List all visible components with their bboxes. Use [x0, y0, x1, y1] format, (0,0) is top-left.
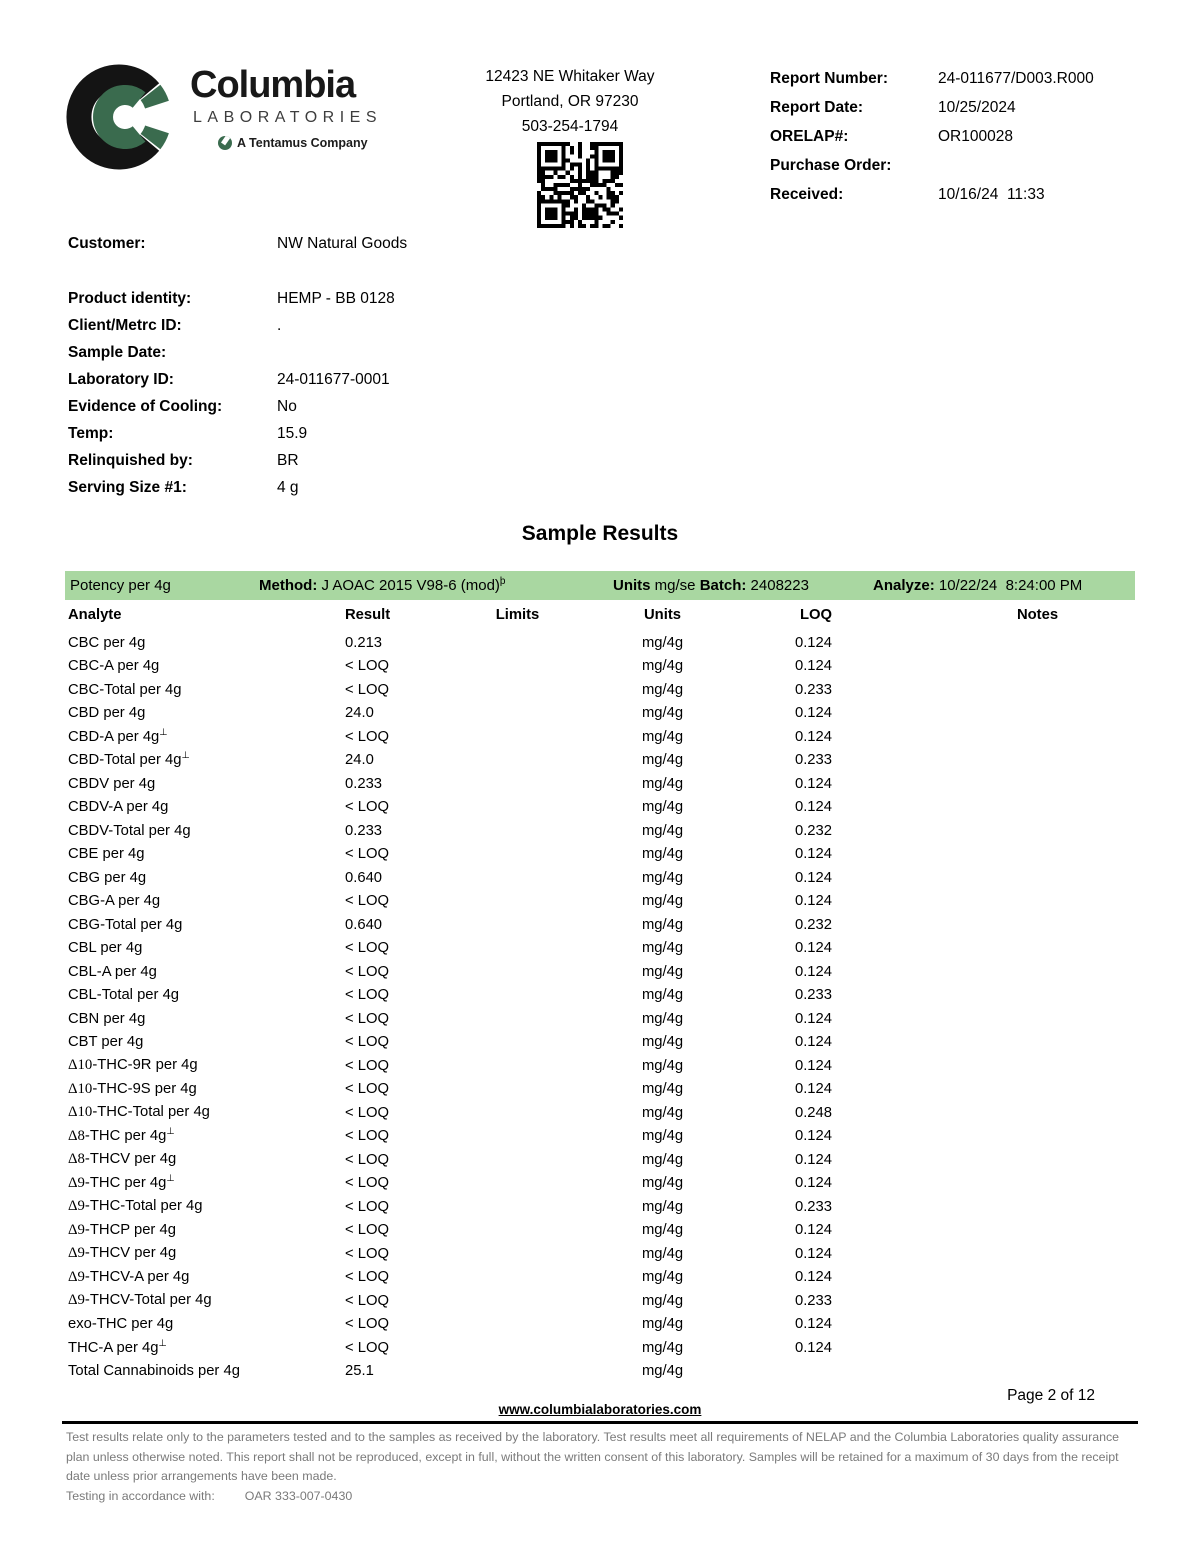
units-value: mg/4g [641, 705, 684, 722]
info-label: Sample Date: [68, 343, 167, 361]
units-value: mg/4g [641, 1222, 684, 1239]
analyte-name: CBT per 4g [68, 1034, 144, 1051]
table-row [65, 749, 1135, 773]
result-value: < LOQ [345, 1175, 390, 1192]
table-row [65, 960, 1135, 984]
info-label: Temp: [68, 424, 114, 442]
table-row [65, 984, 1135, 1008]
units-value: mg/4g [641, 869, 684, 886]
info-label: Report Number: [770, 69, 888, 87]
units-value: mg/4g [641, 1245, 684, 1262]
loq-value: 0.124 [794, 1245, 832, 1262]
table-row [65, 1078, 1135, 1102]
table-row [65, 1195, 1135, 1219]
analyze-label: Analyze: [873, 577, 935, 594]
analyte-name: CBDV per 4g [68, 775, 156, 792]
analyte-name: CBD per 4g [68, 705, 146, 722]
result-value: 24.0 [345, 752, 374, 769]
result-value: 0.640 [345, 916, 383, 933]
result-value: 0.233 [345, 775, 383, 792]
table-row [65, 655, 1135, 679]
loq-value: 0.233 [794, 1198, 832, 1215]
brand-name: Columbia [190, 64, 356, 106]
table-row [65, 937, 1135, 961]
info-row [68, 447, 407, 474]
analyte-name: Δ9-THC per 4g⊥ [68, 1172, 175, 1191]
loq-value: 0.124 [794, 963, 832, 980]
info-label: Purchase Order: [770, 156, 892, 174]
loq-value: 0.233 [794, 987, 832, 1004]
info-label: Evidence of Cooling: [68, 397, 223, 415]
analyte-name: CBE per 4g [68, 846, 145, 863]
batch-value: 2408223 [750, 577, 809, 594]
info-row [770, 93, 1140, 122]
qr-code [537, 142, 623, 228]
analyte-name: CBG-A per 4g [68, 893, 161, 910]
table-row [65, 1125, 1135, 1149]
result-value: < LOQ [345, 1128, 390, 1145]
table-row [65, 866, 1135, 890]
units-value: mg/4g [641, 893, 684, 910]
loq-value: 0.124 [794, 1057, 832, 1074]
result-value: < LOQ [345, 1245, 390, 1262]
units-value: mg/4g [641, 634, 684, 651]
analyte-name: CBD-A per 4g⊥ [68, 726, 168, 745]
units-value: mg/4g [641, 1363, 684, 1380]
units-value: mg/4g [641, 728, 684, 745]
info-row [68, 312, 407, 339]
info-row [68, 393, 407, 420]
analyte-name: CBD-Total per 4g⊥ [68, 750, 190, 769]
units-value: mg/4g [641, 752, 684, 769]
info-label: Product identity: [68, 289, 192, 307]
table-row [65, 1289, 1135, 1313]
table-row [65, 702, 1135, 726]
loq-value: 0.233 [794, 1292, 832, 1309]
analyte-name: CBG-Total per 4g [68, 916, 183, 933]
result-value: < LOQ [345, 1316, 390, 1333]
analyte-name: exo-THC per 4g [68, 1316, 174, 1333]
column-header-analyte: Analyte [68, 607, 122, 623]
accordance-value: OAR 333-007-0430 [244, 1488, 353, 1503]
loq-value: 0.124 [794, 1175, 832, 1192]
loq-value: 0.124 [794, 869, 832, 886]
result-value: < LOQ [345, 1292, 390, 1309]
footer-divider [62, 1421, 1138, 1424]
loq-value: 0.124 [794, 1269, 832, 1286]
columbia-logo [62, 56, 382, 178]
brand-sub: LABORATORIES [193, 109, 382, 126]
units-value: mg/4g [641, 681, 684, 698]
info-label: Report Date: [770, 98, 864, 116]
loq-value: 0.124 [794, 1010, 832, 1027]
analyte-name: Δ9-THCV-A per 4g [68, 1268, 190, 1285]
column-header-loq: LOQ [799, 607, 832, 623]
table-row [65, 913, 1135, 937]
units-value: mg/4g [641, 658, 684, 675]
panel-analyze [873, 571, 1082, 600]
analyte-name: CBDV-A per 4g [68, 799, 169, 816]
analyte-name: Δ10-THC-Total per 4g [68, 1104, 210, 1121]
info-row [770, 180, 1140, 209]
table-row [65, 1172, 1135, 1196]
info-label: Received: [770, 185, 844, 203]
result-value: < LOQ [345, 1081, 390, 1098]
units-value: mg/4g [641, 1034, 684, 1051]
analyte-name: CBC-Total per 4g [68, 681, 182, 698]
info-value: 15.9 [277, 424, 308, 442]
result-value: < LOQ [345, 893, 390, 910]
result-value: 25.1 [345, 1363, 374, 1380]
method-superscript: þ [499, 576, 506, 587]
loq-value: 0.248 [794, 1104, 832, 1121]
info-label: Relinquished by: [68, 451, 193, 469]
units-value: mg/4g [641, 1128, 684, 1145]
table-row [65, 1054, 1135, 1078]
table-row [65, 1242, 1135, 1266]
panel-units-batch [613, 571, 809, 600]
units-value: mg/4g [641, 1292, 684, 1309]
address-line2: Portland, OR 97230 [501, 93, 639, 110]
units-value: mg/4g [641, 987, 684, 1004]
loq-value: 0.124 [794, 634, 832, 651]
loq-value: 0.124 [794, 940, 832, 957]
loq-value: 0.233 [794, 681, 832, 698]
units-value: mg/4g [641, 1175, 684, 1192]
table-row [65, 678, 1135, 702]
info-value: No [277, 397, 297, 415]
analyte-name: CBC per 4g [68, 634, 146, 651]
loq-value: 0.124 [794, 1034, 832, 1051]
result-value: < LOQ [345, 846, 390, 863]
table-row [65, 631, 1135, 655]
address-line1: 12423 NE Whitaker Way [485, 68, 655, 85]
result-value: < LOQ [345, 940, 390, 957]
result-value: < LOQ [345, 1057, 390, 1074]
analyte-name: Δ8-THC per 4g⊥ [68, 1125, 175, 1144]
info-row [68, 230, 407, 257]
column-header-limits: Limits [495, 607, 540, 623]
result-value: < LOQ [345, 1222, 390, 1239]
analyte-name: CBC-A per 4g [68, 658, 160, 675]
table-row [65, 772, 1135, 796]
loq-value: 0.124 [794, 775, 832, 792]
info-label: ORELAP#: [770, 127, 849, 145]
units-value: mg/4g [641, 940, 684, 957]
info-value: . [277, 316, 282, 334]
report-info-block [770, 64, 1140, 209]
result-value: < LOQ [345, 1339, 390, 1356]
analyte-name: CBN per 4g [68, 1010, 146, 1027]
result-value: < LOQ [345, 1269, 390, 1286]
info-row [68, 339, 407, 366]
units-value: mg/4g [641, 1057, 684, 1074]
footer-disclaimer-block [66, 1428, 1138, 1506]
table-row [65, 725, 1135, 749]
analyte-name: CBDV-Total per 4g [68, 822, 191, 839]
analyte-name: CBL-A per 4g [68, 963, 157, 980]
result-value: < LOQ [345, 1198, 390, 1215]
info-label: Client/Metrc ID: [68, 316, 182, 334]
results-table-body [65, 631, 1135, 1383]
units-value: mg/4g [641, 775, 684, 792]
column-header-units: Units [644, 607, 681, 623]
analyte-name: Δ9-THCV per 4g [68, 1245, 177, 1262]
info-row [770, 151, 1140, 180]
loq-value: 0.124 [794, 1081, 832, 1098]
analyte-name: CBL-Total per 4g [68, 987, 180, 1004]
method-label: Method: [259, 577, 318, 594]
result-value: < LOQ [345, 987, 390, 1004]
address-phone: 503-254-1794 [521, 118, 619, 135]
table-row [65, 1007, 1135, 1031]
loq-value: 0.232 [794, 916, 832, 933]
units-value: mg/4g [641, 1081, 684, 1098]
result-value: < LOQ [345, 681, 390, 698]
info-value: 24-011677/D003.R000 [938, 69, 1094, 87]
table-row [65, 1101, 1135, 1125]
loq-value: 0.124 [794, 1151, 832, 1168]
page-number: Page 2 of 12 [1007, 1387, 1095, 1404]
table-row [65, 1266, 1135, 1290]
result-value: < LOQ [345, 1034, 390, 1051]
loq-value: 0.124 [794, 893, 832, 910]
units-value: mg/4g [641, 1339, 684, 1356]
website-url: www.columbialaboratories.com [498, 1402, 702, 1417]
loq-value: 0.124 [794, 1339, 832, 1356]
info-value: 24-011677-0001 [277, 370, 390, 388]
column-header-result: Result [345, 607, 391, 623]
accordance-line [66, 1487, 1138, 1507]
tentamus-tagline [218, 136, 382, 150]
analyte-name: CBL per 4g [68, 940, 143, 957]
units-value: mg/se [654, 577, 696, 594]
table-row [65, 890, 1135, 914]
units-value: mg/4g [641, 799, 684, 816]
column-header-notes: Notes [1016, 607, 1059, 623]
result-value: < LOQ [345, 799, 390, 816]
table-row [65, 1148, 1135, 1172]
batch-label: Batch: [699, 577, 747, 594]
loq-value: 0.124 [794, 705, 832, 722]
table-row [65, 819, 1135, 843]
potency-panel-header [65, 571, 1135, 600]
units-value: mg/4g [641, 916, 684, 933]
info-label: Serving Size #1: [68, 478, 187, 496]
lab-address [430, 64, 710, 139]
units-label: Units [613, 577, 651, 594]
info-label: Customer: [68, 234, 146, 252]
method-value: J AOAC 2015 V98-6 (mod) [321, 577, 500, 594]
loq-value: 0.124 [794, 846, 832, 863]
analyte-name: Δ10-THC-9R per 4g [68, 1057, 198, 1074]
columbia-logo-icon [62, 56, 182, 178]
info-value: HEMP - BB 0128 [277, 289, 395, 307]
loq-value: 0.124 [794, 799, 832, 816]
info-row [68, 285, 407, 312]
units-value: mg/4g [641, 1198, 684, 1215]
result-value: 0.233 [345, 822, 383, 839]
info-value: NW Natural Goods [277, 234, 408, 252]
analyte-name: THC-A per 4g⊥ [68, 1337, 167, 1356]
table-row [65, 1031, 1135, 1055]
info-label: Laboratory ID: [68, 370, 174, 388]
tentamus-text: A Tentamus Company [237, 136, 368, 150]
units-value: mg/4g [641, 1316, 684, 1333]
accordance-label: Testing in accordance with: [66, 1488, 215, 1503]
units-value: mg/4g [641, 822, 684, 839]
analyze-value: 10/22/24 8:24:00 PM [938, 577, 1083, 594]
analyte-name: Δ9-THCV-Total per 4g [68, 1292, 212, 1309]
analyte-name: Δ9-THCP per 4g [68, 1221, 176, 1238]
loq-value: 0.124 [794, 728, 832, 745]
table-row [65, 1219, 1135, 1243]
info-value: OR100028 [938, 127, 1013, 145]
loq-value: 0.232 [794, 822, 832, 839]
table-row [65, 796, 1135, 820]
units-value: mg/4g [641, 1010, 684, 1027]
loq-value: 0.124 [794, 1222, 832, 1239]
results-table-header [65, 603, 1135, 627]
loq-value: 0.124 [794, 1128, 832, 1145]
info-value: 4 g [277, 478, 299, 496]
sample-info-block [68, 230, 407, 501]
info-value: BR [277, 451, 299, 469]
loq-value: 0.233 [794, 752, 832, 769]
loq-value: 0.124 [794, 658, 832, 675]
analyte-name: Total Cannabinoids per 4g [68, 1363, 240, 1380]
analyte-name: Δ9-THC-Total per 4g [68, 1198, 203, 1215]
result-value: 0.640 [345, 869, 383, 886]
info-row [68, 420, 407, 447]
info-row [770, 122, 1140, 151]
table-row [65, 1360, 1135, 1384]
tentamus-leaf-icon [218, 136, 232, 150]
info-value: 10/16/24 11:33 [938, 185, 1045, 203]
result-value: < LOQ [345, 1104, 390, 1121]
info-row [68, 474, 407, 501]
analyte-name: Δ8-THCV per 4g [68, 1151, 177, 1168]
table-row [65, 1336, 1135, 1360]
result-value: 0.213 [345, 634, 383, 651]
analyte-name: CBG per 4g [68, 869, 147, 886]
panel-method [259, 571, 505, 600]
info-row [770, 64, 1140, 93]
units-value: mg/4g [641, 846, 684, 863]
result-value: < LOQ [345, 1151, 390, 1168]
result-value: < LOQ [345, 963, 390, 980]
info-value: 10/25/2024 [938, 98, 1016, 116]
result-value: 24.0 [345, 705, 374, 722]
analyte-name: Δ10-THC-9S per 4g [68, 1080, 197, 1097]
disclaimer-text: Test results relate only to the parameters tested and to the samples as received by the laboratory. Test results meet all requirements of NELAP and the Columbia Laboratories quality assurance plan unless otherwise noted. This report shall not be reproduced, except in full, without the written consent of this laboratory. Samples will be retained for a maximum of 30 days from the receipt date unless prior arrangements have been made. [66, 1430, 1120, 1483]
info-row [68, 366, 407, 393]
result-value: < LOQ [345, 658, 390, 675]
panel-name: Potency per 4g [70, 577, 171, 594]
units-value: mg/4g [641, 1151, 684, 1168]
section-title: Sample Results [521, 522, 679, 545]
units-value: mg/4g [641, 1104, 684, 1121]
result-value: < LOQ [345, 728, 390, 745]
table-row [65, 1313, 1135, 1337]
units-value: mg/4g [641, 1269, 684, 1286]
units-value: mg/4g [641, 963, 684, 980]
loq-value: 0.124 [794, 1316, 832, 1333]
table-row [65, 843, 1135, 867]
result-value: < LOQ [345, 1010, 390, 1027]
